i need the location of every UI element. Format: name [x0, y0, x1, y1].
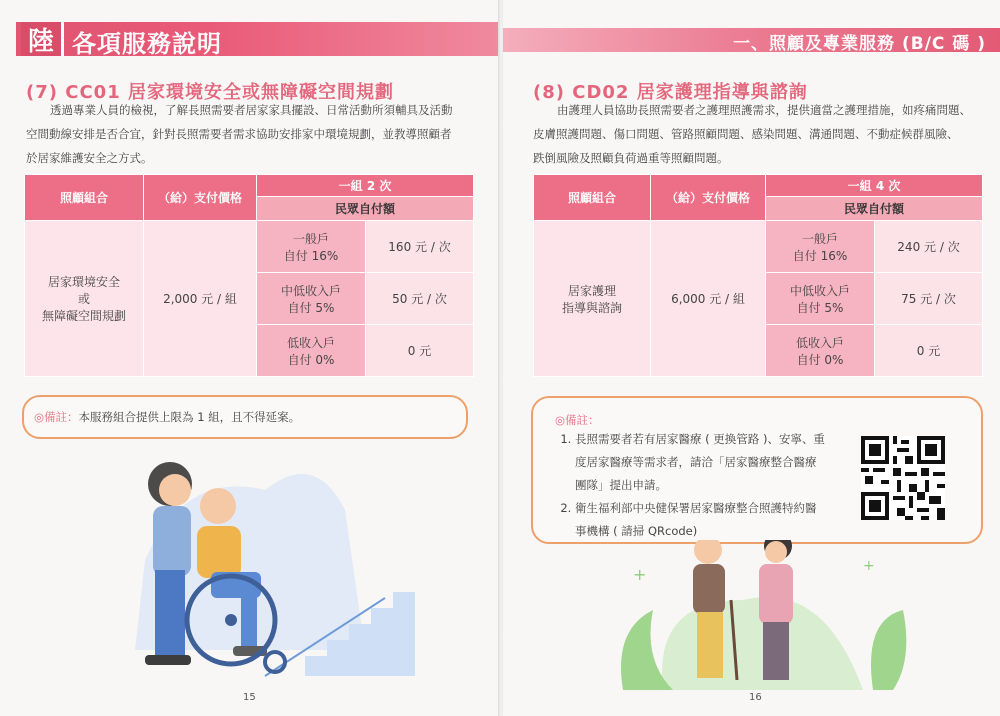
copay-value: 0 元: [366, 325, 474, 377]
col-header-service: 照顧組合: [25, 175, 144, 221]
copay-value: 75 元 / 次: [875, 273, 983, 325]
page-number: 15: [243, 692, 256, 703]
header-badge: 陸: [21, 22, 64, 56]
price-cell: 2,000 元 / 組: [144, 221, 257, 377]
section-title: (7) CC01 居家環境安全或無障礙空間規劃: [26, 82, 394, 103]
note-line: 事機構 ( 請掃 QRcode): [575, 524, 698, 538]
col-header-copay: 民眾自付額: [766, 197, 983, 221]
intro-line: 於居家維護安全之方式。: [26, 151, 153, 165]
intro-line: 皮膚照護問題、傷口問題、管路照顧問題、感染問題、溝通問題、不動症候群風險、: [533, 127, 959, 141]
tier-rate: 自付 16%: [792, 248, 848, 263]
note-line: 團隊」提出申請。: [575, 478, 667, 492]
price-cell: 6,000 元 / 組: [651, 221, 766, 377]
note-item: [575, 497, 861, 543]
col-header-service: 照顧組合: [534, 175, 651, 221]
service-name-cell: [25, 221, 144, 377]
tier-cell: [766, 221, 875, 273]
service-name-line: 無障礙空間規劃: [41, 309, 126, 323]
col-header-group: 一組 4 次: [766, 175, 983, 197]
tier-cell: [257, 221, 366, 273]
copay-value: 160 元 / 次: [366, 221, 474, 273]
note-list: [555, 428, 861, 543]
intro-paragraph: [26, 98, 488, 170]
note-text: 本服務組合提供上限為 1 組，且不得延案。: [78, 410, 301, 424]
service-name-line: 居家護理: [567, 283, 616, 298]
service-name-line: 或: [77, 292, 90, 306]
svg-text:+: +: [863, 558, 875, 574]
tier-label: 中低收入戶: [789, 283, 850, 298]
note-line: 度居家醫療等需求者，請洽「居家醫療整合醫療: [575, 455, 817, 469]
service-name-line: 居家環境安全: [47, 275, 120, 289]
note-box: [22, 395, 468, 439]
note-line: 1. 長照需要者若有居家醫療 ( 更換管路 )、安寧、重: [575, 432, 825, 446]
tier-rate: 自付 0%: [796, 352, 844, 367]
tier-label: 一般戶: [801, 231, 838, 246]
header-title: 各項服務說明: [72, 30, 222, 58]
note-item: [575, 428, 861, 497]
col-header-price: （給）支付價格: [144, 175, 257, 221]
tier-cell: [766, 325, 875, 377]
copay-value: 50 元 / 次: [366, 273, 474, 325]
note-label: ◎備註：: [555, 413, 600, 427]
service-name-cell: [534, 221, 651, 377]
col-header-copay: 民眾自付額: [257, 197, 474, 221]
tier-cell: [257, 325, 366, 377]
col-header-group: 一組 2 次: [257, 175, 474, 197]
copay-value: 240 元 / 次: [875, 221, 983, 273]
intro-line: 透過專業人員的檢視，了解長照需要者居家家具擺設、日常活動所須輔具及活動: [50, 103, 453, 117]
copay-value: 0 元: [875, 325, 983, 377]
col-header-price: （給）支付價格: [651, 175, 766, 221]
note-label: ◎備註：: [34, 410, 79, 424]
service-table: [24, 174, 474, 377]
tier-cell: [257, 273, 366, 325]
tier-rate: 自付 5%: [796, 300, 844, 315]
tier-cell: [766, 273, 875, 325]
tier-rate: 自付 0%: [287, 352, 335, 367]
right-page: [503, 0, 1000, 716]
service-table: [533, 174, 983, 377]
tier-rate: 自付 5%: [287, 300, 335, 315]
note-line: 2. 衛生福利部中央健保署居家醫療整合照護特約醫: [575, 501, 817, 515]
intro-line: 空間動線安排是否合宜，針對長照需要者需求協助安排家中環境規劃，並教導照顧者: [26, 127, 452, 141]
intro-paragraph: [533, 98, 993, 170]
svg-text:+: +: [633, 565, 647, 584]
wheelchair-illustration: [115, 450, 445, 686]
page-number: 16: [749, 692, 762, 703]
header-title: 一、照顧及專業服務 (B/C 碼 ): [733, 34, 986, 54]
tier-label: 低收入戶: [286, 335, 335, 350]
qr-code-icon[interactable]: [861, 436, 945, 520]
tier-label: 一般戶: [292, 231, 329, 246]
tier-label: 中低收入戶: [280, 283, 341, 298]
intro-line: 跌倒風險及照顧負荷過重等照顧問題。: [533, 151, 729, 165]
nurse-illustration: [613, 540, 913, 690]
tier-rate: 自付 16%: [283, 248, 339, 263]
intro-line: 由護理人員協助長照需要者之護理照護需求，提供適當之護理措施，如疼痛問題、: [557, 103, 971, 117]
service-name-line: 指導與諮詢: [561, 300, 622, 315]
tier-label: 低收入戶: [795, 335, 844, 350]
section-title: (8) CD02 居家護理指導與諮詢: [533, 82, 808, 103]
